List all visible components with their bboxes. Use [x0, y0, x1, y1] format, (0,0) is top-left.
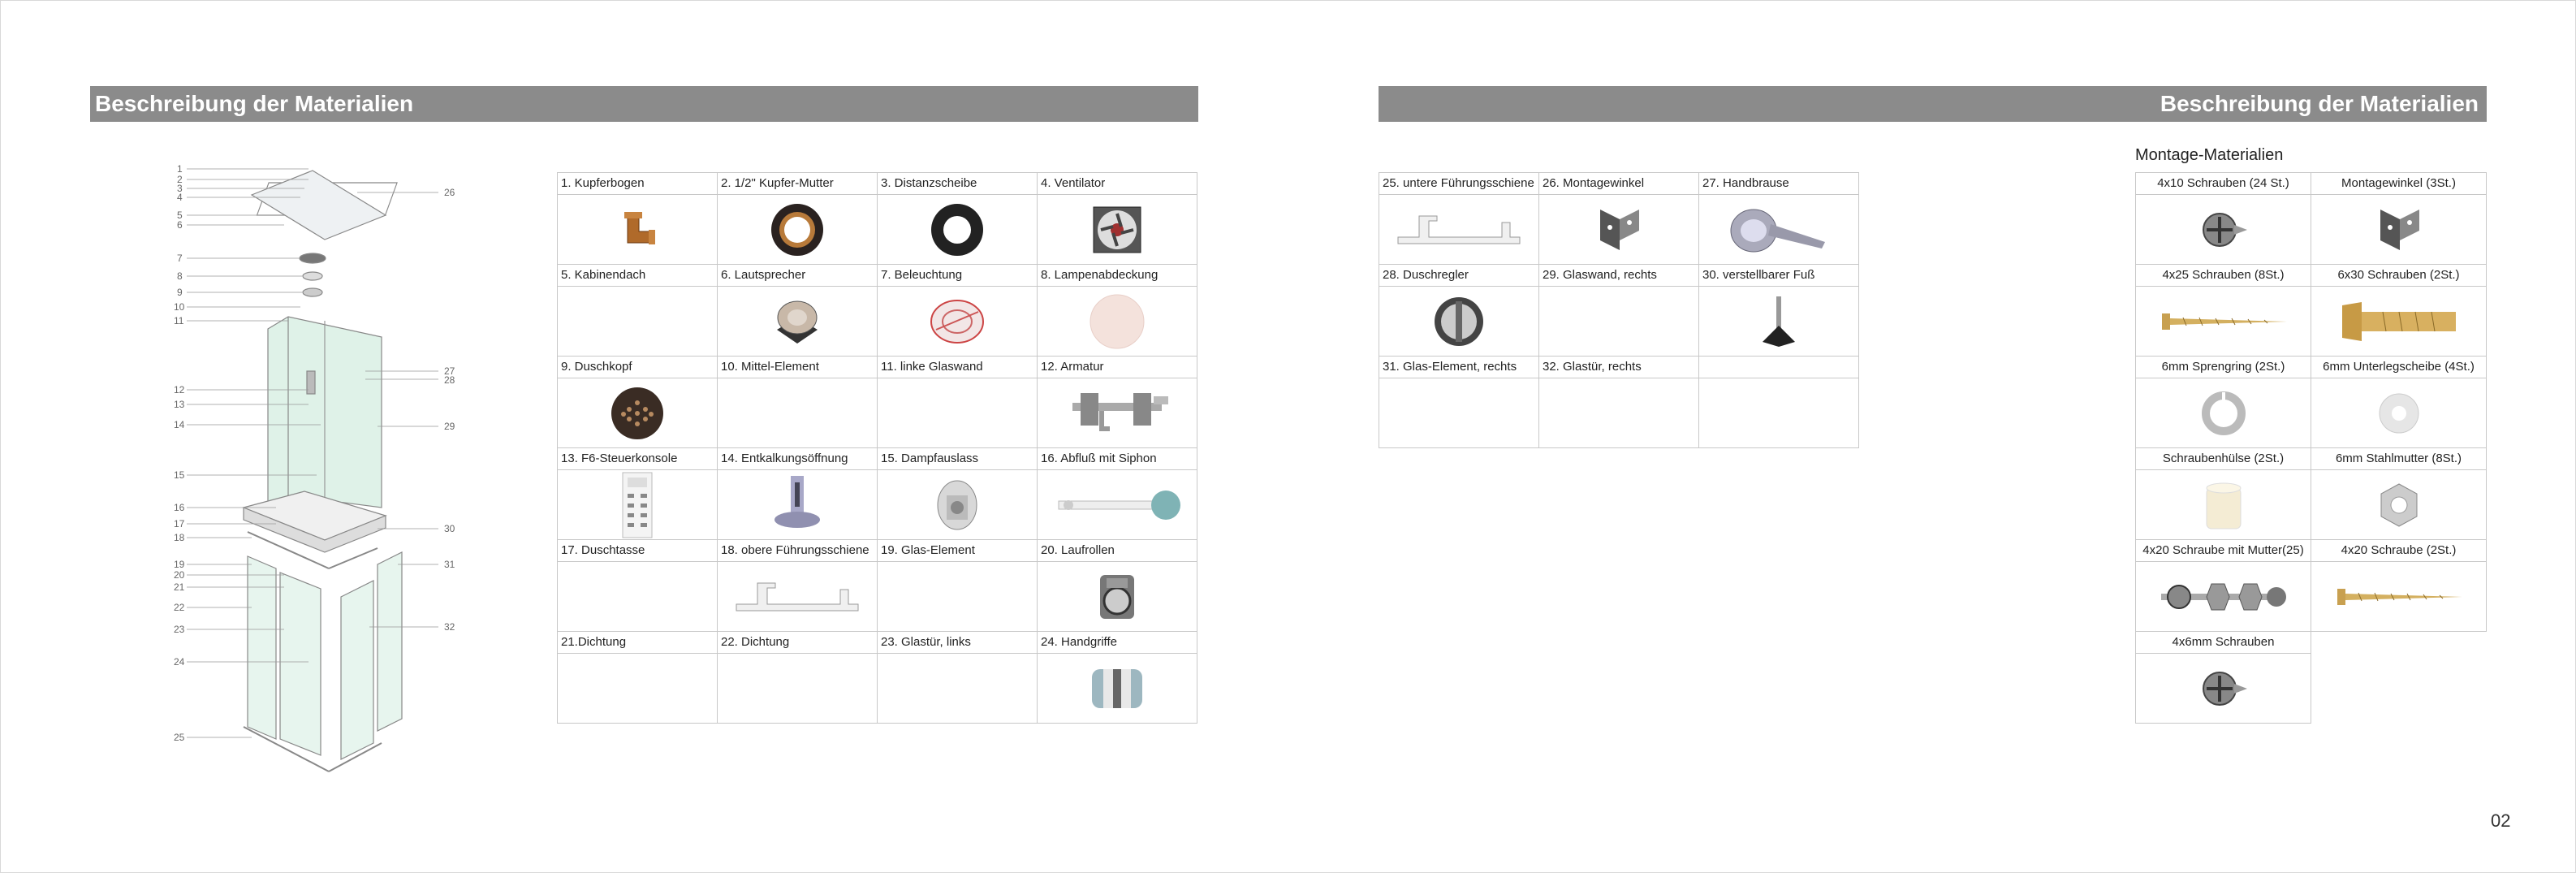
- steam-outlet-icon: [878, 470, 1037, 539]
- parts-table-continued: [1379, 172, 1859, 448]
- callout: 7: [177, 253, 183, 264]
- part-label: 27. Handbrause: [1699, 173, 1858, 195]
- part-label: 28. Duschregler: [1379, 265, 1538, 287]
- callout: 4: [177, 192, 183, 203]
- callout: 1: [177, 163, 183, 175]
- part-label: Montagewinkel (3St.): [2311, 173, 2486, 195]
- part-cell: [558, 448, 718, 540]
- part-label: 4x20 Schraube mit Mutter(25): [2136, 540, 2311, 562]
- mounting-bracket-icon: [1539, 195, 1698, 264]
- part-label: 18. obere Führungsschiene: [718, 540, 877, 562]
- part-cell: [2136, 540, 2311, 632]
- part-cell: [1699, 265, 1859, 357]
- short-screw-icon: [2136, 195, 2311, 264]
- part-cell: [1379, 173, 1539, 265]
- part-cell: [2311, 540, 2487, 632]
- callout: 11: [174, 315, 184, 326]
- part-cell: [1699, 173, 1859, 265]
- empty-image: [558, 287, 717, 356]
- callout: 21: [174, 581, 185, 593]
- part-label: 31. Glas-Element, rechts: [1379, 357, 1538, 378]
- part-cell: [1038, 173, 1197, 265]
- mounting-title: Montage-Materialien: [2135, 146, 2284, 164]
- callout: 25: [174, 732, 185, 743]
- part-cell: [878, 173, 1038, 265]
- part-cell: [878, 265, 1038, 357]
- callout: 9: [177, 287, 183, 298]
- empty-image: [1539, 378, 1698, 447]
- descaling-port-icon: [718, 470, 877, 539]
- part-label: 7. Beleuchtung: [878, 265, 1037, 287]
- callout: 14: [174, 419, 185, 430]
- spring-washer-icon: [2136, 378, 2311, 447]
- empty-image: [1699, 378, 1858, 447]
- shower-head-icon: [558, 378, 717, 447]
- callout: 24: [174, 656, 185, 668]
- part-cell: [878, 540, 1038, 632]
- part-label: 9. Duschkopf: [558, 357, 717, 378]
- light-icon: [878, 287, 1037, 356]
- part-label: 12. Armatur: [1038, 357, 1197, 378]
- part-label: 17. Duschtasse: [558, 540, 717, 562]
- empty-image: [878, 654, 1037, 723]
- callout: 17: [174, 518, 185, 529]
- part-label: 11. linke Glaswand: [878, 357, 1037, 378]
- part-label: 3. Distanzscheibe: [878, 173, 1037, 195]
- bolt-icon: [2311, 287, 2486, 356]
- empty-image: [558, 562, 717, 631]
- callout: 6: [177, 219, 183, 231]
- part-cell: [1379, 357, 1539, 448]
- part-cell: [1038, 265, 1197, 357]
- handle-icon: [1038, 654, 1197, 723]
- callout: 8: [177, 270, 183, 282]
- part-label: 20. Laufrollen: [1038, 540, 1197, 562]
- part-label: 6x30 Schrauben (2St.): [2311, 265, 2486, 287]
- speaker-icon: [718, 287, 877, 356]
- part-label: 4x6mm Schrauben: [2136, 632, 2311, 654]
- part-label: 19. Glas-Element: [878, 540, 1037, 562]
- callout: 19: [174, 559, 185, 570]
- steel-nut-icon: [2311, 470, 2486, 539]
- lamp-cover-icon: [1038, 287, 1197, 356]
- part-cell: [1038, 357, 1197, 448]
- callout: 5: [177, 210, 183, 221]
- part-cell: [2136, 265, 2311, 357]
- part-cell: [718, 540, 878, 632]
- part-cell: [718, 632, 878, 724]
- empty-image: [718, 654, 877, 723]
- part-label: 30. verstellbarer Fuß: [1699, 265, 1858, 287]
- part-cell: [2311, 265, 2487, 357]
- part-label: 22. Dichtung: [718, 632, 877, 654]
- part-label: 26. Montagewinkel: [1539, 173, 1698, 195]
- callout: 23: [174, 624, 185, 635]
- callout: 2: [177, 174, 183, 185]
- part-label: 4. Ventilator: [1038, 173, 1197, 195]
- page-number: 02: [2491, 810, 2511, 831]
- faucet-icon: [1038, 378, 1197, 447]
- copper-elbow-icon: [558, 195, 717, 264]
- part-label: 10. Mittel-Element: [718, 357, 877, 378]
- part-label: 1. Kupferbogen: [558, 173, 717, 195]
- part-label: 24. Handgriffe: [1038, 632, 1197, 654]
- part-label: 16. Abfluß mit Siphon: [1038, 448, 1197, 470]
- spacer-ring-icon: [878, 195, 1037, 264]
- header-right: Beschreibung der Materialien: [1379, 86, 2487, 122]
- lower-rail-icon: [1379, 195, 1538, 264]
- empty-image: [718, 378, 877, 447]
- part-label: 4x25 Schrauben (8St.): [2136, 265, 2311, 287]
- part-cell: [1539, 357, 1699, 448]
- part-cell: [718, 173, 878, 265]
- part-cell: [1038, 448, 1197, 540]
- empty-image: [1379, 378, 1538, 447]
- callout: 16: [174, 502, 185, 513]
- part-cell: [2136, 448, 2311, 540]
- upper-rail-icon: [718, 562, 877, 631]
- part-label: 8. Lampenabdeckung: [1038, 265, 1197, 287]
- part-cell: [718, 357, 878, 448]
- part-cell: [2136, 173, 2311, 265]
- part-label: 6mm Unterlegscheibe (4St.): [2311, 357, 2486, 378]
- part-cell: [1539, 265, 1699, 357]
- mounting-table: [2135, 172, 2487, 724]
- control-panel-icon: [558, 470, 717, 539]
- part-cell: [558, 265, 718, 357]
- part-label: 4x20 Schraube (2St.): [2311, 540, 2486, 562]
- callout: 27: [444, 365, 455, 377]
- part-cell: [878, 632, 1038, 724]
- part-label: 2. 1/2" Kupfer-Mutter: [718, 173, 877, 195]
- callout: 26: [444, 187, 455, 198]
- callout: 13: [174, 399, 185, 410]
- roller-icon: [1038, 562, 1197, 631]
- shower-control-icon: [1379, 287, 1538, 356]
- callout: 3: [177, 183, 183, 194]
- flat-washer-icon: [2311, 378, 2486, 447]
- part-cell: [718, 265, 878, 357]
- part-label: 14. Entkalkungsöffnung: [718, 448, 877, 470]
- empty-image: [878, 562, 1037, 631]
- callout: 30: [444, 523, 455, 534]
- part-label: 4x10 Schrauben (24 St.): [2136, 173, 2311, 195]
- parts-table: [557, 172, 1197, 724]
- callout: 22: [174, 602, 185, 613]
- part-label: 5. Kabinendach: [558, 265, 717, 287]
- callout: 29: [444, 421, 455, 432]
- part-cell: [1539, 173, 1699, 265]
- part-label: 13. F6-Steuerkonsole: [558, 448, 717, 470]
- part-cell: [718, 448, 878, 540]
- part-cell: [558, 357, 718, 448]
- drain-siphon-icon: [1038, 470, 1197, 539]
- exploded-diagram: [162, 158, 487, 792]
- long-screw-icon: [2311, 562, 2486, 631]
- part-cell: [2136, 357, 2311, 448]
- callout: 28: [444, 374, 455, 386]
- empty-image: [558, 654, 717, 723]
- adjustable-foot-icon: [1699, 287, 1858, 356]
- part-label: 29. Glaswand, rechts: [1539, 265, 1698, 287]
- part-label: Schraubenhülse (2St.): [2136, 448, 2311, 470]
- callout: 32: [444, 621, 455, 633]
- part-cell: [558, 173, 718, 265]
- empty-cell: [1699, 357, 1859, 448]
- part-cell: [2136, 632, 2311, 724]
- part-cell: [1038, 632, 1197, 724]
- empty-image: [878, 378, 1037, 447]
- short-screw-icon: [2136, 654, 2311, 723]
- long-screw-icon: [2136, 287, 2311, 356]
- mounting-bracket-icon: [2311, 195, 2486, 264]
- fan-icon: [1038, 195, 1197, 264]
- part-label: 32. Glastür, rechts: [1539, 357, 1698, 378]
- part-label: 21.Dichtung: [558, 632, 717, 654]
- callout: 18: [174, 532, 185, 543]
- callout: 31: [444, 559, 455, 570]
- part-label: 23. Glastür, links: [878, 632, 1037, 654]
- hand-shower-icon: [1699, 195, 1858, 264]
- part-label: 6mm Stahlmutter (8St.): [2311, 448, 2486, 470]
- part-cell: [2311, 357, 2487, 448]
- part-cell: [1379, 265, 1539, 357]
- part-label: 25. untere Führungsschiene: [1379, 173, 1538, 195]
- callout: 20: [174, 569, 185, 581]
- part-label: 6mm Sprengring (2St.): [2136, 357, 2311, 378]
- part-label: 15. Dampfauslass: [878, 448, 1037, 470]
- part-cell: [2311, 448, 2487, 540]
- empty-image: [1539, 287, 1698, 356]
- part-cell: [558, 632, 718, 724]
- part-label: 6. Lautsprecher: [718, 265, 877, 287]
- screw-with-nut-icon: [2136, 562, 2311, 631]
- screw-sleeve-icon: [2136, 470, 2311, 539]
- callout: 12: [174, 384, 185, 395]
- part-cell: [878, 448, 1038, 540]
- copper-nut-icon: [718, 195, 877, 264]
- part-cell: [2311, 173, 2487, 265]
- callout: 15: [174, 469, 185, 481]
- header-left: Beschreibung der Materialien: [90, 86, 1198, 122]
- part-cell: [558, 540, 718, 632]
- part-cell: [1038, 540, 1197, 632]
- part-label: [1699, 357, 1858, 378]
- part-cell: [878, 357, 1038, 448]
- callout: 10: [174, 301, 185, 313]
